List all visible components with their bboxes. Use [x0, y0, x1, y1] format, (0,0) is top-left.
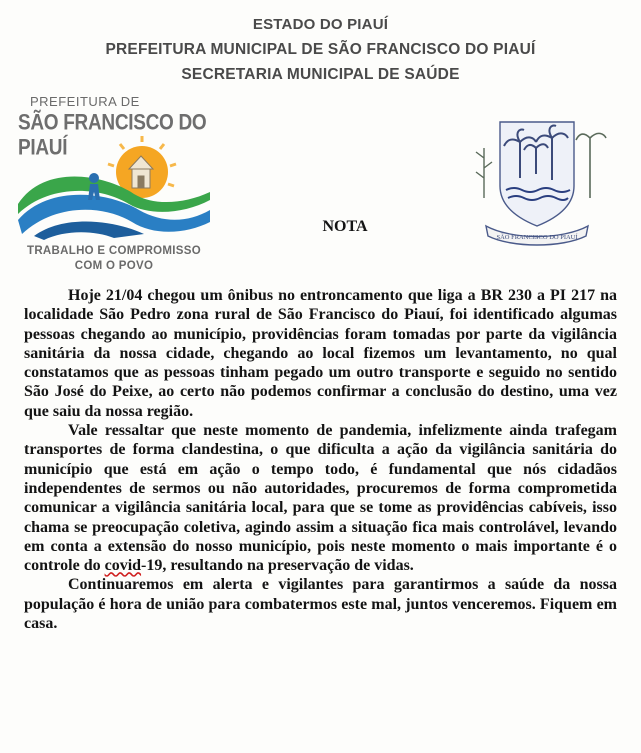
slogan-line-2: COM O POVO	[74, 260, 154, 272]
document-body	[24, 286, 617, 633]
logo-small-text: PREFEITURA DE	[30, 94, 140, 109]
paragraph-2-end: -19, resultando na preservação de vidas.	[141, 557, 414, 575]
slogan-line-1: TRABALHO E COMPROMISSO	[27, 245, 201, 257]
paragraph-2	[24, 421, 617, 575]
header-state: ESTADO DO PIAUÍ	[252, 16, 389, 33]
prefeitura-logo	[14, 94, 214, 282]
covid-word: covid	[104, 557, 142, 575]
document-header	[0, 12, 641, 87]
logo-big-text: SÃO FRANCISCO DO PIAUÍ	[18, 111, 207, 161]
municipal-crest	[462, 108, 612, 248]
header-prefeitura: PREFEITURA MUNICIPAL DE SÃO FRANCISCO DO PIAUÍ	[105, 41, 536, 58]
header-secretaria: SECRETARIA MUNICIPAL DE SAÚDE	[181, 66, 460, 83]
paragraph-1: Hoje 21/04 chegou um ônibus no entroncamento que liga a BR 230 a PI 217 na localidade São Pedro zona rural de São Francisco do Piauí, foi identificado algumas pessoas chegando ao município, providências foram tomadas por parte da vigilância sanitária da nossa cidade, chegando ao local fizemos um levantamento, no qual constatamos que as pessoas tinham pegado um outro transporte e seguido no sentido São José do Peixe, ao certo não podemos confirmar a conclusão do destino, uma vez que saiu da nossa região.	[24, 287, 617, 420]
paragraph-3: Continuaremos em alerta e vigilantes para garantirmos a saúde da nossa população é hora de união para combatermos este mal, juntos venceremos. Fiquem em casa.	[24, 576, 617, 633]
document-title: NOTA	[322, 218, 368, 235]
logo-graphic	[14, 134, 214, 244]
crest-ribbon-text: SÃO FRANCISCO DO PIAUÍ	[496, 234, 578, 241]
paragraph-2-text: Vale ressaltar que neste momento de pandemia, infelizmente ainda trafegam transportes de forma clandestina, o que dificulta a ação da vigilância sanitária do município que está em ação o tempo todo, é fundamental que nós cidadãos independentes de sermos ou não autoridades, procuremos de forma comprometida comunicar a vigilância sanitária local, para que se tome as providências cabíveis, isso chama se preocupação coletiva, agindo assim a situação fica mais controlável, levando em conta a extensão do nosso município, pois neste momento o mais importante é o controle do	[24, 422, 617, 575]
logo-slogan	[14, 244, 214, 274]
